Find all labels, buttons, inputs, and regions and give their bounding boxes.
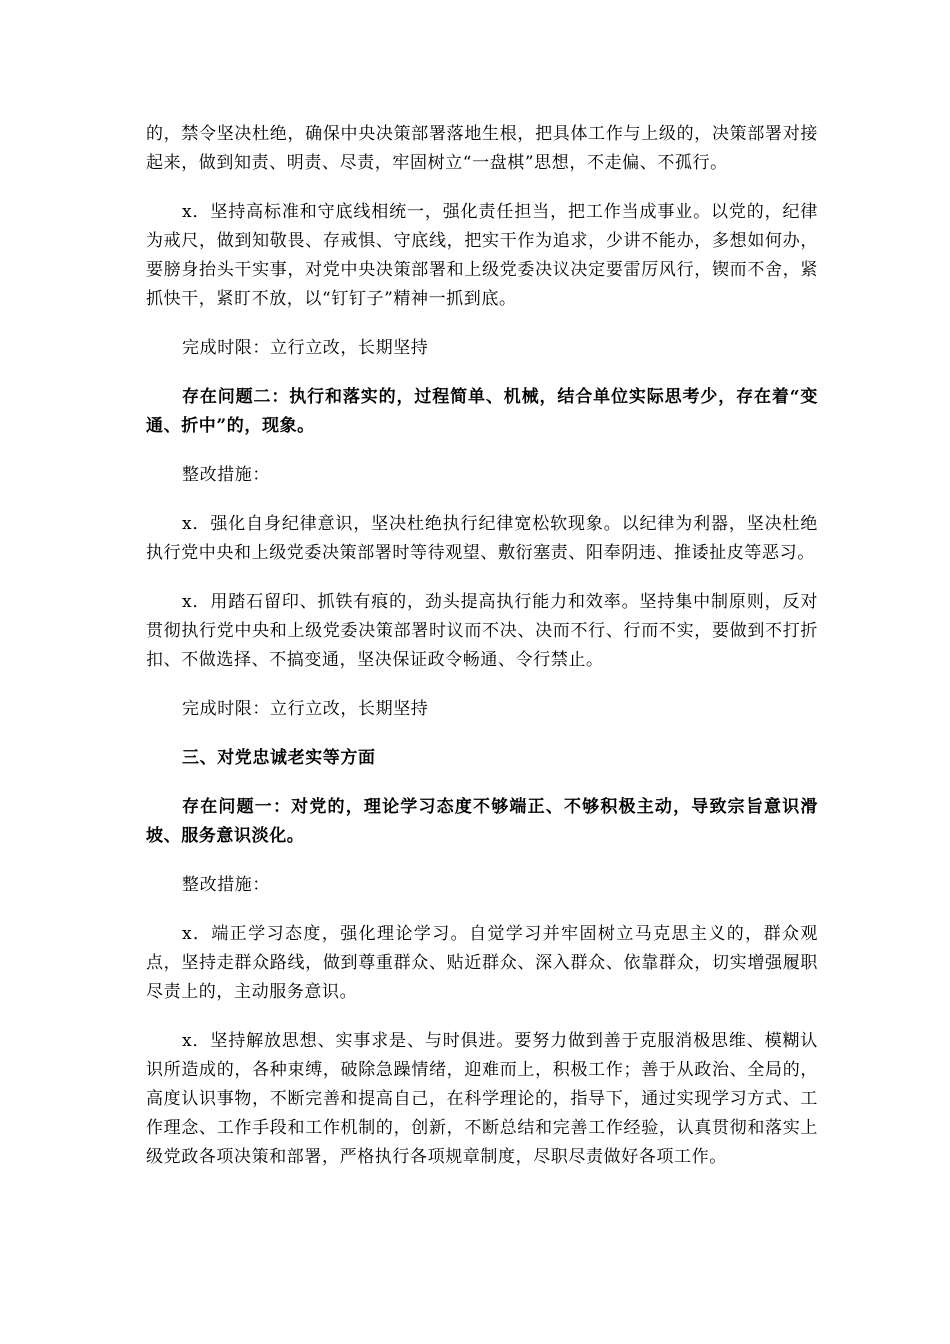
paragraph-problem-2: 存在问题二：执行和落实的，过程简单、机械，结合单位实际思考少，存在着“变通、折中”的，现象。 [146,387,818,436]
paragraph-measure-4: x．端正学习态度，强化理论学习。自觉学习并牢固树立马克思主义的，群众观点，坚持走群众路线，做到尊重群众、贴近群众、深入群众、依靠群众，切实增强履职尽责上的，主动服务意识。 [146,924,818,1002]
paragraph-measure-5: x．坚持解放思想、实事求是、与时俱进。要努力做到善于克服消极思维、模糊认识所造成的，各种束缚，破除急躁情绪，迎难而上，积极工作；善于从政治、全局的，高度认识事物，不断完善和提高自己，在科学理论的，指导下，通过实现学习方式、工作理念、工作手段和工作机制的，创新，不断总结和完善工作经验，认真贯彻和落实上级党政各项决策和部署，严格执行各项规章制度，尽职尽责做好各项工作。 [146,1031,818,1167]
paragraph-measure-3: x．用踏石留印、抓铁有痕的，劲头提高执行能力和效率。坚持集中制原则，反对贯彻执行党中央和上级党委决策部署时议而不决、决而不行、行而不实，要做到不打折扣、不做选择、不搞变通，坚决保证政令畅通、令行禁止。 [146,592,818,670]
paragraph-deadline-2: 完成时限：立行立改，长期坚持 [182,699,429,719]
document-page [146,120,818,1192]
paragraph-measures-heading-2: 整改措施： [182,875,270,895]
paragraph-measure-1: x．坚持高标准和守底线相统一，强化责任担当，把工作当成事业。以党的，纪律为戒尺，做到知敬畏、存戒惧、守底线，把实干作为追求，少讲不能办，多想如何办，要膀身抬头干实事，对党中央决策部署和上级党委决议决定要雷厉风行，锲而不舍，紧抓快干，紧盯不放，以“钉钉子”精神一抓到底。 [146,202,818,309]
paragraph-measure-2: x．强化自身纪律意识，坚决杜绝执行纪律宽松软现象。以纪律为利器，坚决杜绝执行党中央和上级党委决策部署时等待观望、敷衍塞责、阳奉阴违、推诿扯皮等恶习。 [146,514,818,563]
paragraph-measures-heading-1: 整改措施： [182,465,270,485]
section-heading-3: 三、对党忠诚老实等方面 [182,748,376,768]
paragraph-continuation: 的，禁令坚决杜绝，确保中央决策部署落地生根，把具体工作与上级的，决策部署对接起来，做到知责、明责、尽责，牢固树立“一盘棋”思想，不走偏、不孤行。 [146,124,818,173]
paragraph-problem-3-1: 存在问题一：对党的，理论学习态度不够端正、不够积极主动，导致宗旨意识滑坡、服务意识淡化。 [146,797,818,846]
paragraph-deadline-1: 完成时限：立行立改，长期坚持 [182,338,429,358]
